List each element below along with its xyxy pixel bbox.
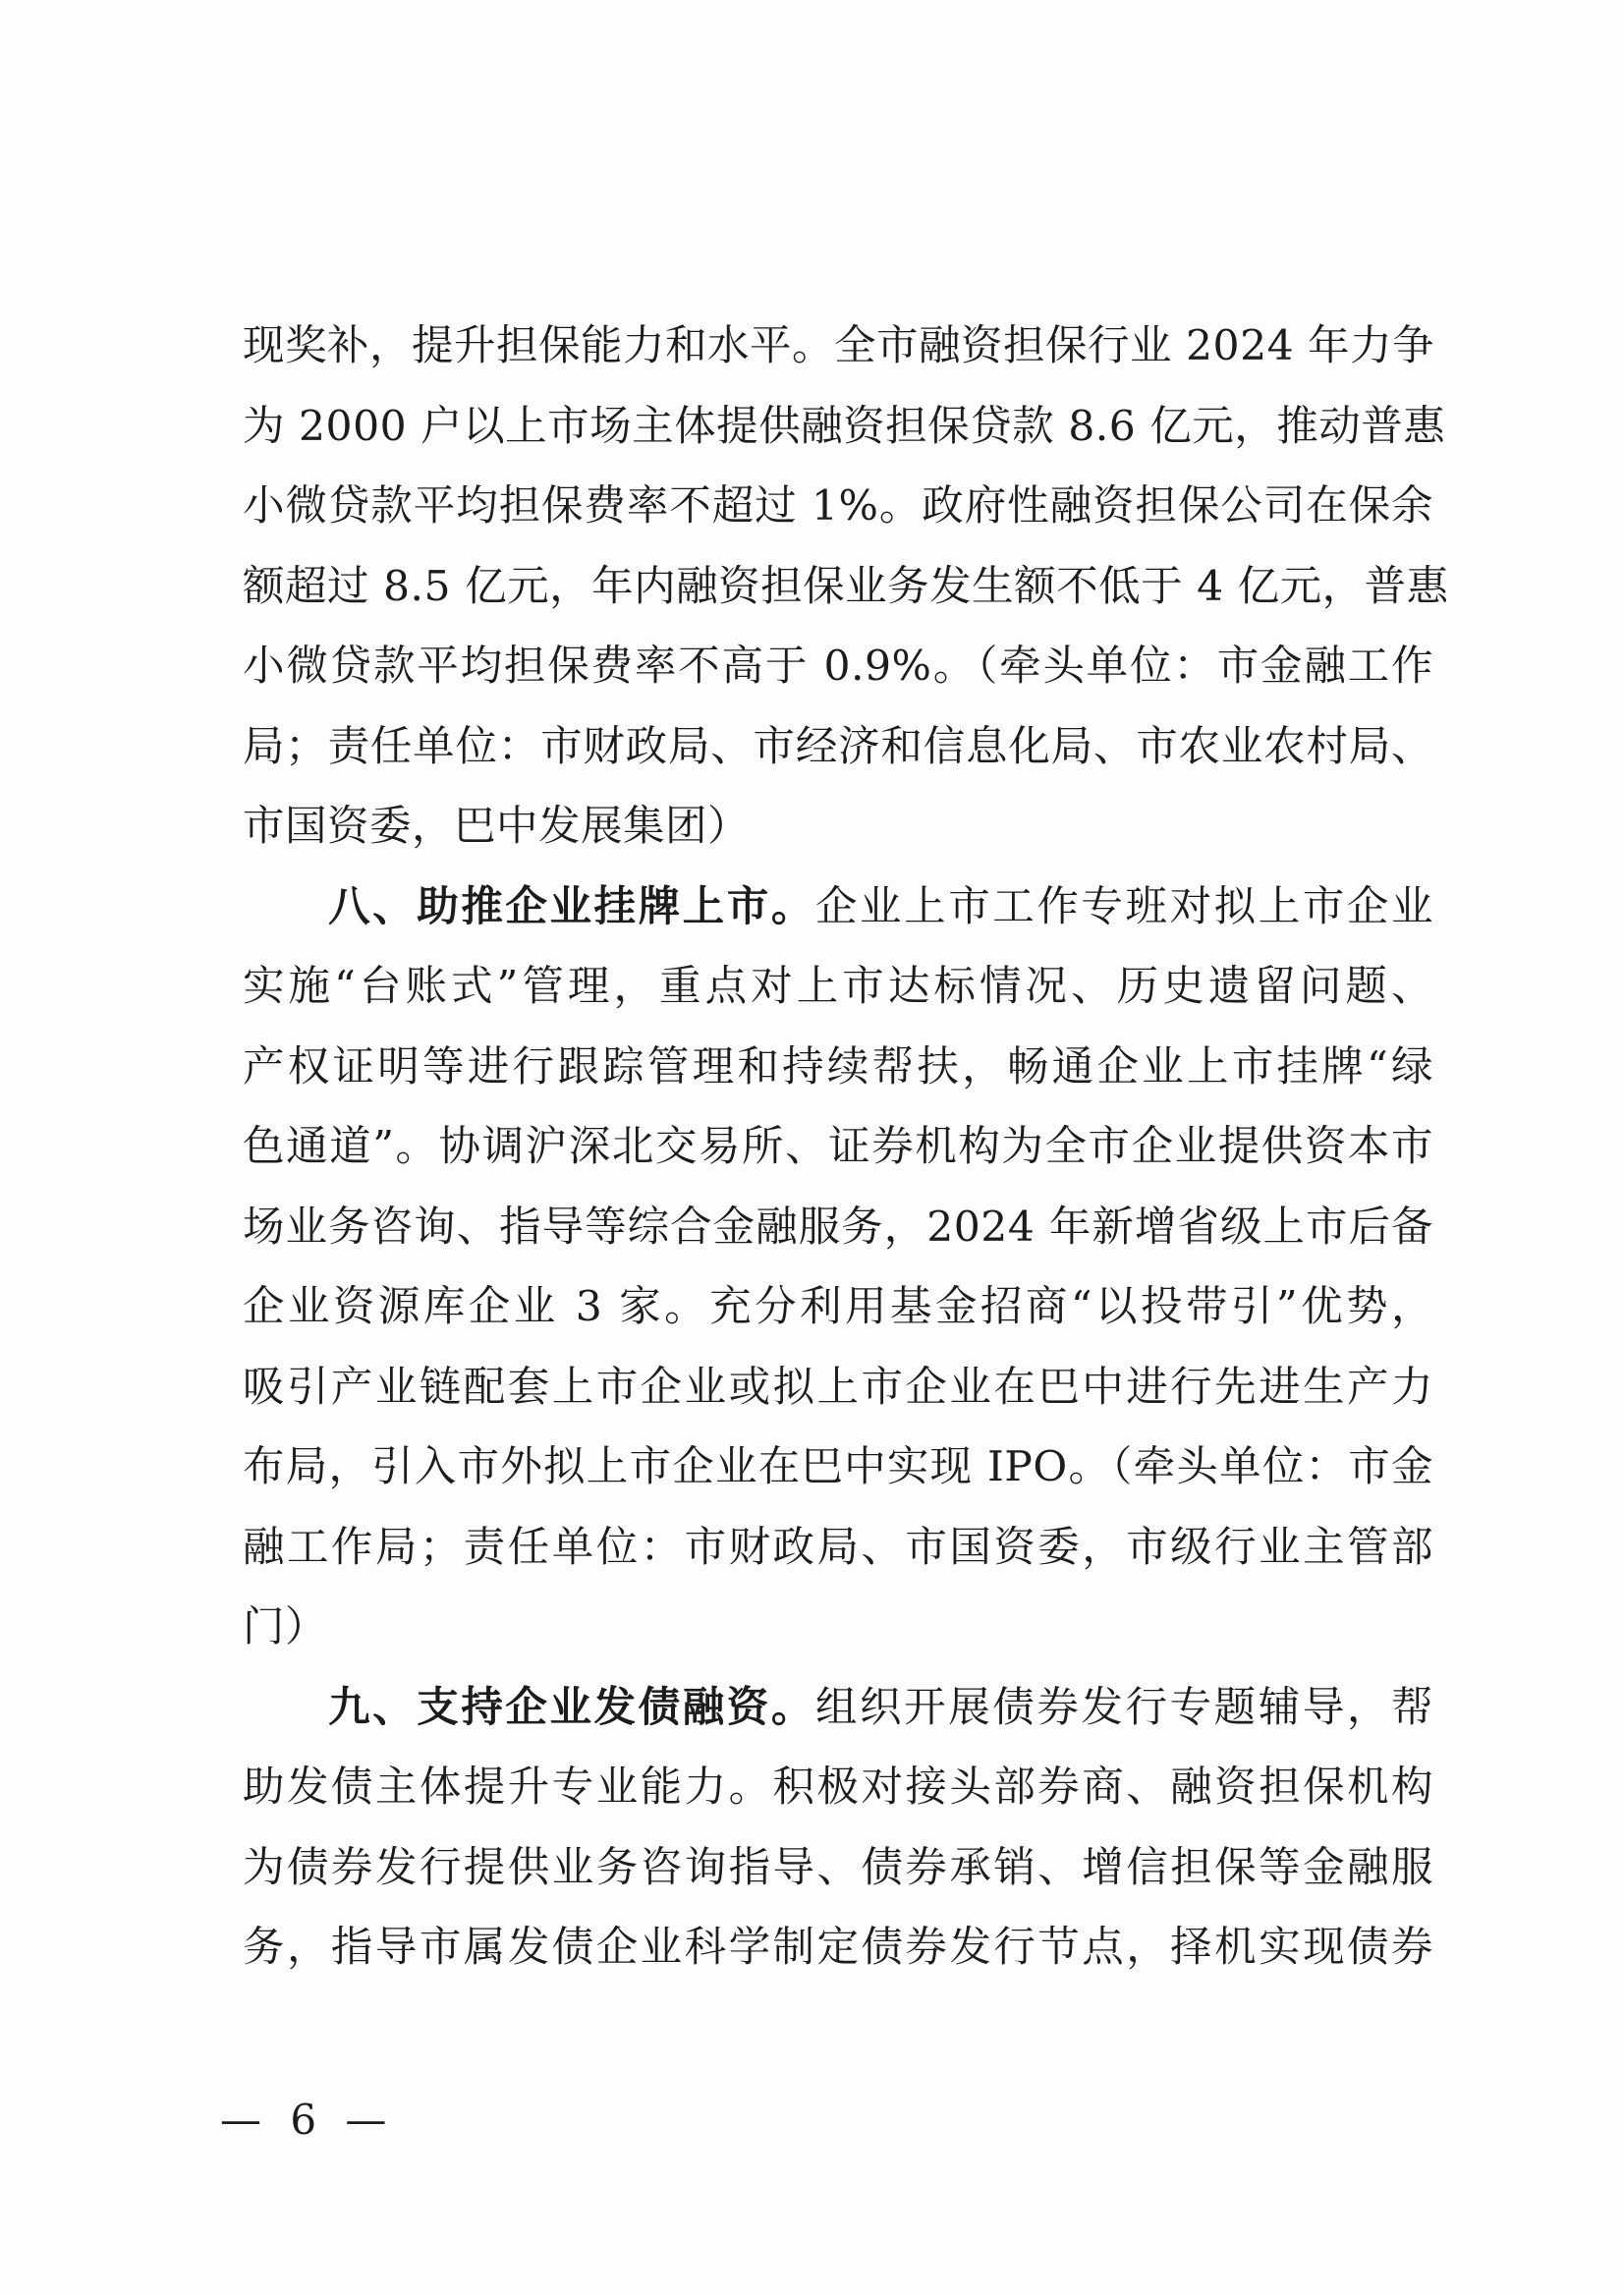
text-line: 务，指导市属发债企业科学制定债券发行节点，择机实现债券: [243, 1924, 1433, 1972]
text-line: 产权证明等进行跟踪管理和持续帮扶，畅通企业上市挂牌“绿: [243, 1042, 1433, 1092]
text-line: 小微贷款平均担保费率不超过 1%。政府性融资担保公司在保余: [243, 482, 1433, 531]
text-line: 吸引产业链配套上市企业或拟上市企业在巴中进行先进生产力: [243, 1363, 1433, 1412]
text-line: 布局，引入市外拟上市企业在巴中实现 IPO。（牵头单位：市金: [243, 1443, 1433, 1491]
text-line: 色通道”。协调沪深北交易所、证券机构为全市企业提供资本市: [243, 1123, 1433, 1171]
text-line: 现奖补，提升担保能力和水平。全市融资担保行业 2024 年力争: [243, 322, 1435, 370]
text-line: 为债券发行提供业务咨询指导、债券承销、增信担保等金融服: [243, 1843, 1433, 1892]
section-heading: 九、支持企业发债融资。: [326, 1683, 815, 1732]
section-listing-support: [243, 868, 1433, 1668]
section-first-line: [243, 1668, 1433, 1749]
text-line: 为 2000 户以上市场主体提供融资担保贷款 8.6 亿元，推动普惠: [243, 402, 1446, 451]
text-line: 场业务咨询、指导等综合金融服务，2024 年新增省级上市后备: [243, 1203, 1433, 1252]
text-line: 市国资委，巴中发展集团）: [243, 803, 751, 851]
paragraph-guarantee-targets: [243, 307, 1449, 868]
text-line: 小微贷款平均担保费率不高于 0.9%。（牵头单位：市金融工作: [243, 643, 1433, 691]
section-first-line: [243, 868, 1433, 948]
text-line: 门）: [243, 1603, 328, 1651]
section-first-line-text: 企业上市工作专班对拟上市企业: [814, 882, 1433, 931]
text-line: 融工作局；责任单位：市财政局、市国资委，市级行业主管部: [243, 1523, 1433, 1572]
text-line: 额超过 8.5 亿元，年内融资担保业务发生额不低于 4 亿元，普惠: [243, 562, 1449, 611]
text-line: 助发债主体提升专业能力。积极对接头部券商、融资担保机构: [243, 1763, 1433, 1812]
text-line: 企业资源库企业 3 家。充分利用基金招商“以投带引”优势，: [243, 1283, 1433, 1331]
section-bond-financing: [243, 1668, 1433, 1988]
text-line: 局；责任单位：市财政局、市经济和信息化局、市农业农村局、: [243, 722, 1433, 771]
page-number: — 6 —: [220, 2096, 395, 2144]
text-line: 实施“台账式”管理，重点对上市达标情况、历史遗留问题、: [243, 963, 1433, 1011]
section-first-line-text: 组织开展债券发行专题辅导，帮: [814, 1683, 1433, 1732]
document-body: [243, 307, 1449, 1988]
section-heading: 八、助推企业挂牌上市。: [326, 882, 815, 931]
